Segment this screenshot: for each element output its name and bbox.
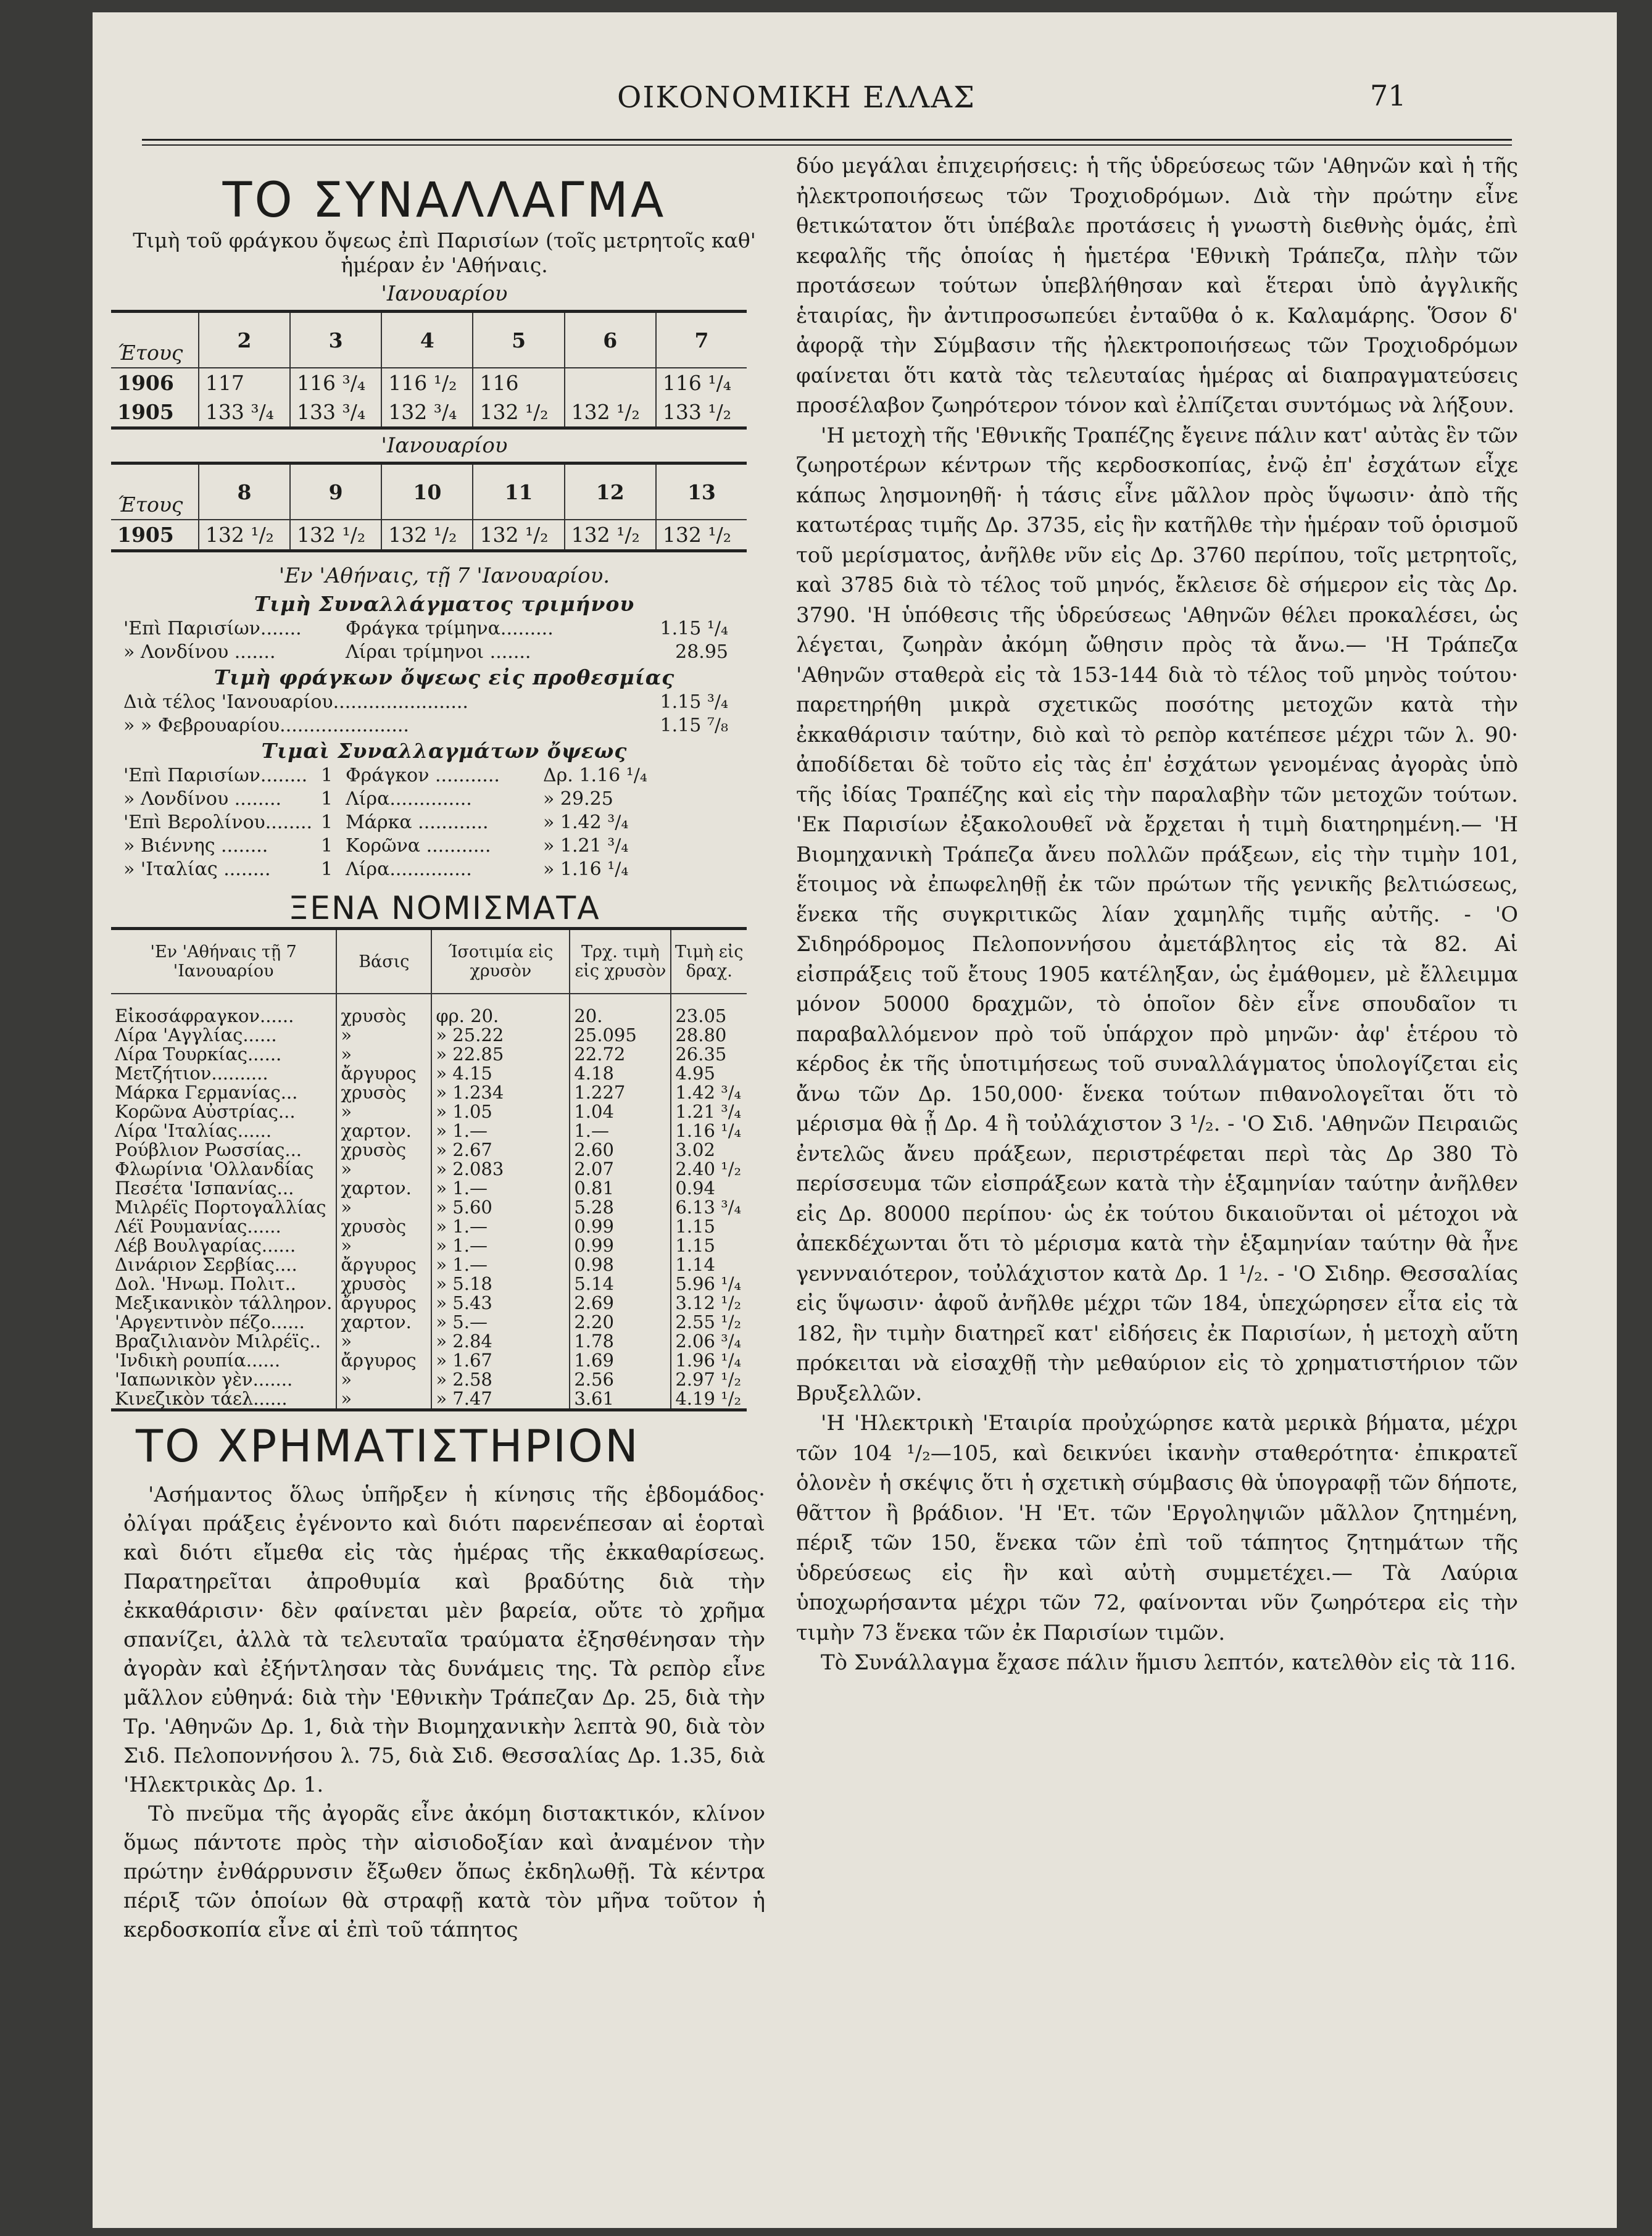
table-cell: 1.21 ³/₄ [671,1102,747,1121]
table-cell: » 7.47 [431,1389,570,1410]
table-row [111,1217,747,1236]
table-cell: 2.40 ¹/₂ [671,1160,747,1179]
list-item [123,691,765,714]
table-cell: 1.227 [570,1083,671,1102]
column-header: Τρχ. τιμὴ εἰς χρυσὸν [570,929,671,994]
row-value: » 1.42 ³/₄ [543,812,629,833]
table-cell: 2.20 [570,1313,671,1332]
month-label-2: 'Ιανουαρίου [381,433,508,458]
row-label: » Βιέννης ........ [123,835,268,857]
row-label: 'Επὶ Βερολίνου........ [123,812,313,833]
table-row [111,1236,747,1255]
section-title: Τιμὴ φράγκων ὄψεως εἰς προθεσμίας [214,665,675,689]
day-header: 2 [199,312,290,368]
day-header: 3 [290,312,381,368]
list-item [123,617,765,641]
row-value: » 1.21 ³/₄ [543,835,629,857]
table-cell: » [336,1102,431,1121]
row-label: 'Επὶ Παρισίων........ [123,765,308,786]
table-row [111,1351,747,1370]
table-cell: Λέϊ Ρουμανίας...... [115,1216,281,1237]
rates-table-1 [111,310,747,430]
row-label: Διὰ τέλος 'Ιανουαρίου....................... [123,691,468,713]
table-cell: Μάρκα Γερμανίας... [115,1082,298,1103]
table-cell: χρυσὸς [336,1141,431,1160]
rate-cell: 116 ³/₄ [290,368,381,397]
rate-cell: 132 ¹/₂ [381,520,473,551]
section-title: Τιμὴ Συναλλάγματος τριμήνου [254,592,635,616]
day-header: 9 [290,463,381,520]
table-cell: χρυσὸς [336,994,431,1026]
table-row [111,1141,747,1160]
table-cell: 5.28 [570,1198,671,1217]
table-cell: 1.— [570,1121,671,1141]
rate-cell: 117 [199,368,290,397]
table-cell: 'Αργεντινὸν πέζο...... [115,1311,305,1332]
table-cell: 0.99 [570,1217,671,1236]
row-instrument: Λίραι τρίμηνοι ....... [346,641,531,663]
table-cell: » [336,1045,431,1064]
table-cell: 1.42 ³/₄ [671,1083,747,1102]
table-cell: » 1.05 [431,1102,570,1121]
table-row [111,368,747,397]
rate-cell: 116 [473,368,564,397]
table-cell: 1.69 [570,1351,671,1370]
table-cell: » 22.85 [431,1045,570,1064]
table-cell: » 1.67 [431,1351,570,1370]
list-item [123,641,765,664]
table-row [111,1179,747,1198]
table-cell: » 1.— [431,1255,570,1274]
table-cell: 4.18 [570,1064,671,1083]
table-row [111,1332,747,1351]
table-cell: Πεσέτα 'Ισπανίας... [115,1178,294,1199]
table-row [111,1313,747,1332]
table-cell: » 5.60 [431,1198,570,1217]
table-cell: » 1.— [431,1236,570,1255]
row-value: » 29.25 [543,788,613,810]
foreign-coins-heading: ΞΕΝΑ ΝΟΜΙΣΜΑΤΑ [288,890,600,927]
list-item [123,714,765,738]
table-cell: 5.14 [570,1274,671,1294]
table-cell: 6.13 ³/₄ [671,1198,747,1217]
rates-table-2 [111,462,747,552]
table-row [111,397,747,428]
row-label: » Λονδίνου ....... [123,641,276,663]
table-row [111,1198,747,1217]
table-cell: » 2.58 [431,1370,570,1389]
right-column [796,151,1518,1678]
table-cell: 25.095 [570,1026,671,1045]
table-cell: 23.05 [671,994,747,1026]
rate-cell: 132 ¹/₂ [473,397,564,428]
table-cell: 3.02 [671,1141,747,1160]
header-rule [142,139,1512,146]
stock-exchange-heading: ΤΟ ΧΡΗΜΑΤΙΣΤΗΡΙΟΝ [136,1420,640,1472]
table-cell: 2.55 ¹/₂ [671,1313,747,1332]
running-header-title: ΟΙΚΟΝΟΜΙΚΗ ΕΛΛΑΣ [617,80,976,115]
year-cell: 1905 [117,400,174,424]
row-label: » Λονδίνου ........ [123,788,282,810]
day-header: 7 [656,312,747,368]
table-cell: 1.04 [570,1102,671,1121]
table-cell: 'Ινδικὴ ρουπία...... [115,1350,281,1371]
table-cell: 4.95 [671,1064,747,1083]
paragraph: Τὸ Συνάλλαγμα ἔχασε πάλιν ἥμισυ λεπτόν, κατελθὸν εἰς τὰ 116. [821,1650,1516,1675]
table-cell: » 2.083 [431,1160,570,1179]
row-unit: Λίρα.............. [346,788,472,810]
table-cell: » [336,1160,431,1179]
table-cell: » 1.— [431,1217,570,1236]
list-item [123,834,765,858]
table-cell: Λίρα 'Ιταλίας...... [115,1120,272,1141]
row-value: 1.15 ¹/₄ [660,618,728,639]
table-cell: 1.78 [570,1332,671,1351]
table-cell: ἄργυρος [336,1064,431,1083]
table-cell: ἄργυρος [336,1351,431,1370]
rate-cell: 132 ¹/₂ [290,520,381,551]
left-column [115,154,765,1945]
table-cell: Λίρα 'Αγγλίας...... [115,1024,277,1045]
table-cell: » [336,1332,431,1351]
table-row [111,994,747,1026]
document-page [93,12,1617,2228]
table-row [111,1045,747,1064]
section-title: Τιμαὶ Συναλλαγμάτων ὄψεως [261,739,628,763]
table-row [111,1160,747,1179]
table-cell: 0.99 [570,1236,671,1255]
table-cell: » 5.— [431,1313,570,1332]
table-cell: 1.15 [671,1217,747,1236]
table-cell: » 5.18 [431,1274,570,1294]
year-header: Έτους [117,493,183,517]
column-header: Βάσις [336,929,431,994]
table-row [111,1102,747,1121]
table-cell: » [336,1389,431,1410]
list-item [123,858,765,881]
table-cell: 2.97 ¹/₂ [671,1370,747,1389]
row-label: 'Επὶ Παρισίων....... [123,618,302,639]
table-cell: » 1.— [431,1179,570,1198]
table-cell: 2.06 ³/₄ [671,1332,747,1351]
table-cell: 22.72 [570,1045,671,1064]
table-cell: φρ. 20. [431,994,570,1026]
row-qty: 1 [321,835,333,857]
table-cell: » 1.— [431,1121,570,1141]
table-cell: 4.19 ¹/₂ [671,1389,747,1410]
paragraph: Τὸ πνεῦμα τῆς ἀγορᾶς εἶνε ἀκόμη διστακτικόν, κλίνον ὅμως πάντοτε πρὸς τὴν αἰσιοδοξίαν καὶ ἀναμένον τὴν πρώτην ἐνθάρρυνσιν ἔξωθεν ὅπως ἐκδηλωθῇ. Τὰ κέντρα πέριξ τῶν ὁποίων θὰ στραφῇ κατὰ τὸν μῆνα τοῦτον ἡ κερδοσκοπία εἶνε αἱ ἐπὶ τοῦ τάπητος [123,1802,765,1942]
table-row [111,1064,747,1083]
table-cell: Δολ. 'Ηνωμ. Πολιτ.. [115,1273,297,1294]
table-cell: » 5.43 [431,1294,570,1313]
article-left [123,1481,765,1945]
day-header: 4 [381,312,473,368]
year-cell: 1905 [117,523,174,547]
row-qty: 1 [321,858,333,880]
table-cell: 3.12 ¹/₂ [671,1294,747,1313]
table-row [111,1255,747,1274]
table-cell: » 2.84 [431,1332,570,1351]
rate-cell: 132 ¹/₂ [656,520,747,551]
paragraph: δύο μεγάλαι ἐπιχειρήσεις: ἡ τῆς ὑδρεύσεως τῶν 'Αθηνῶν καὶ ἡ τῆς ἠλεκτροποιήσεως τῶν Τροχιοδρόμων. Διὰ τὴν πρώτην εἶνε θετικώτατον ὅτι ὑπέβαλε προτάσεις ἡ γνωστὴ διεθνὴς ὁμάς, ἐπὶ κεφαλῆς τῆς ὁποίας ἡ ἡμετέρα 'Εθνικὴ Τράπεζα, πλὴν τῶν προτάσεων τούτων ὑπεβλήθησαν καὶ ἕτεραι ὑπὸ ἀγγλικῆς ἑταιρίας, ἣν ἀντιπροσωπεύει ἐνταῦθα ὁ κ. Καλαμάρης. Ὅσον δ' ἀφορᾷ τὴν Σύμβασιν τῆς ἠλεκτροποιήσεως τῶν Τροχιοδρόμων φαίνεται ὅτι κατὰ τὰς τελευταίας ἡμέρας αἱ διαπραγματεύσεις προσέλαβον ζωηρότερον τόνον καὶ ἐλπίζεται συντόμως νὰ λήξουν. [796,154,1518,418]
table-cell: » 25.22 [431,1026,570,1045]
table-cell: ἄργυρος [336,1294,431,1313]
table-cell: χρυσὸς [336,1217,431,1236]
table-cell: 2.69 [570,1294,671,1313]
rate-cell: 133 ¹/₂ [656,397,747,428]
table-row [111,1121,747,1141]
rate-cell: 132 ³/₄ [381,397,473,428]
table-cell: 2.07 [570,1160,671,1179]
year-cell: 1906 [117,371,174,395]
table-cell: Μιλρέϊς Πορτογαλλίας [115,1197,326,1218]
table-cell: 0.81 [570,1179,671,1198]
page-number: 71 [1370,79,1406,112]
exchange-heading: ΤΟ ΣΥΝΑΛΛΑΓΜΑ [222,173,666,228]
table-cell: Λέβ Βουλγαρίας...... [115,1235,296,1256]
table-cell: Φλωρίνια 'Ολλανδίας [115,1158,314,1179]
date-line: 'Εν 'Αθήναις, τῇ 7 'Ιανουαρίου. [278,563,610,588]
table-cell: 0.94 [671,1179,747,1198]
table-cell: » [336,1370,431,1389]
row-qty: 1 [321,812,333,833]
table-row [111,1274,747,1294]
rate-cell: 132 ¹/₂ [565,520,656,551]
rate-cell: 133 ³/₄ [290,397,381,428]
table-cell: 1.16 ¹/₄ [671,1121,747,1141]
table-cell: 20. [570,994,671,1026]
rate-cell: 132 ¹/₂ [565,397,656,428]
table-cell: » [336,1026,431,1045]
table-cell: Λίρα Τουρκίας...... [115,1044,282,1065]
day-header: 10 [381,463,473,520]
row-unit: Μάρκα ............ [346,812,489,833]
rate-cell: 116 ¹/₄ [656,368,747,397]
paragraph: 'Η 'Ηλεκτρικὴ 'Εταιρία προὐχώρησε κατὰ μερικὰ βήματα, μέχρι τῶν 104 ¹/₂—105, καὶ δεικνύει ἱκανὴν σταθερότητα· ἐπικρατεῖ ὁλονὲν ἡ σκέψις ὅτι ἡ σχετικὴ σύμβασις θὰ ὑπογραφῇ τῶν δήποτε, θᾶττον ἢ βράδιον. 'Η 'Ετ. τῶν 'Εργοληψιῶν μᾶλλον ζητημένη, πέριξ τῶν 150, ἕνεκα τῶν ἐπὶ τοῦ τάπητος ζητημάτων τῆς ὑδρεύσεως εἰς ἣν καὶ αὐτὴ συμμετέχει.— Τὰ Λαύρια ὑποχωρήσαντα μέχρι τῶν 72, φαίνονται νῦν ζωηρότερα εἰς τὴν τιμὴν 73 ἕνεκα τῶν ἐκ Παρισίων τιμῶν. [796,1411,1518,1645]
column-header: Τιμὴ εἰς δραχ. [671,929,747,994]
table-cell: Κορῶνα Αὐστρίας... [115,1101,296,1122]
row-value: » 1.16 ¹/₄ [543,858,629,880]
year-header: Έτους [117,341,183,365]
row-instrument: Φράγκα τρίμηνα......... [346,618,554,639]
table-row [111,520,747,551]
row-label: » 'Ιταλίας ........ [123,858,271,880]
table-cell: 26.35 [671,1045,747,1064]
table-cell: Βραζιλιανὸν Μιλρέϊς.. [115,1331,321,1352]
day-header: 13 [656,463,747,520]
row-unit: Φράγκον ........... [346,765,500,786]
row-label: » » Φεβρουαρίου...................... [123,715,409,736]
table-cell: » [336,1198,431,1217]
rate-cell: 132 ¹/₂ [199,520,290,551]
row-unit: Κορῶνα ........... [346,835,491,857]
day-header: 8 [199,463,290,520]
row-qty: 1 [321,765,333,786]
table-cell: » 2.67 [431,1141,570,1160]
list-item [123,788,765,811]
table-cell: 1.96 ¹/₄ [671,1351,747,1370]
table-cell: » 4.15 [431,1064,570,1083]
table-row [111,1083,747,1102]
table-row [111,1294,747,1313]
column-header: Ίσοτιμία εἰς χρυσὸν [431,929,570,994]
table-cell: Μεξικανικὸν τάλληρον. [115,1292,333,1313]
day-header: 11 [473,463,564,520]
table-cell: χαρτον. [336,1313,431,1332]
row-value: 28.95 [675,641,728,663]
row-value: 1.15 ³/₄ [660,691,728,713]
row-value: 1.15 ⁷/₈ [660,715,728,736]
day-header: 5 [473,312,564,368]
table-cell: » 1.234 [431,1083,570,1102]
table-row [111,1370,747,1389]
table-cell: 2.56 [570,1370,671,1389]
table-row [111,1026,747,1045]
row-value: Δρ. 1.16 ¹/₄ [543,765,647,786]
table-cell: 'Ιαπωνικὸν γὲν....... [115,1369,293,1390]
table-cell: χρυσὸς [336,1274,431,1294]
table-cell: Εἰκοσάφραγκον...... [115,1005,294,1026]
table-cell: Κινεζικὸν τάελ...... [115,1388,288,1409]
rate-cell [565,368,656,397]
table-cell: 0.98 [570,1255,671,1274]
foreign-coins-table [111,927,747,1411]
column-header: 'Εν 'Αθήναις τῇ 7 'Ιανουαρίου [150,942,297,981]
table-cell: 28.80 [671,1026,747,1045]
row-qty: 1 [321,788,333,810]
table-cell: Δινάριον Σερβίας.... [115,1254,297,1275]
day-header: 6 [565,312,656,368]
table-cell: χρυσὸς [336,1083,431,1102]
rate-cell: 132 ¹/₂ [473,520,564,551]
paragraph: 'Η μετοχὴ τῆς 'Εθνικῆς Τραπέζης ἔγεινε πάλιν κατ' αὐτὰς ἓν τῶν ζωηροτέρων κέντρων τῆς κερδοσκοπίας, ἐνῷ ἐπ' ἐσχάτων εἶχε κάπως λησμονηθῆ· ἡ τάσις εἶνε μᾶλλον πρὸς ὕψωσιν· ἀπὸ τῆς κατωτέρας τιμῆς Δρ. 3735, εἰς ἣν κατῆλθε τὴν ἡμέραν τοῦ ὁρισμοῦ τοῦ μερίσματος, ἀνῆλθε νῦν εἰς Δρ. 3760 περίπου, τοῖς μετρητοῖς, καὶ 3785 διὰ τὸ τέλος τοῦ μηνός, ἔκλεισε δὲ σήμερον εἰς τὰς Δρ. 3790. 'Η ὑπόθεσις τῆς ὑδρεύσεως 'Αθηνῶν θέλει προκαλέσει, ὡς λέγεται, ζωηρὰν ἀκόμη ὤθησιν πρὸς τὰ ἄνω.— 'Η Τράπεζα 'Αθηνῶν σταθερὰ εἰς τὰ 153-144 διὰ τὸ τέλος τοῦ μηνὸς τούτου· παρετηρήθη μικρὰ σχετικῶς ποσότης μετοχῶν κατὰ τὴν ἐκκαθάρισιν ταύτην, διὸ καὶ τὸ ρεπὸρ κατέπεσε μέχρι τῶν λ. 90· ἀποδίδεται δὲ τοῦτο εἰς τὰς ἐπ' ἐσχάτων γενομένας ἀγορὰς ὑπὸ τῆς ἰδίας Τραπέζης καὶ εἰς τὴν παραλαβὴν τῶν μετοχῶν τούτων. 'Εκ Παρισίων ἐξακολουθεῖ νὰ ἔρχεται ἡ τιμὴ διατηρημένη.— 'Η Βιομηχανικὴ Τράπεζα ἄνευ πολλῶν πράξεων, εἰς τὴν τιμὴν 101, ἕτοιμος νὰ ἐπωφεληθῇ ἐκ τῶν πρώτων τῆς γενικῆς βελτιώσεως, ἕνεκα τῆς συγκριτικῶς λίαν χαμηλῆς τιμῆς αὐτῆς. - 'Ο Σιδηρόδρομος Πελοποννήσου ἀμετάβλητος εἰς τὰ 82. Αἱ εἰσπράξεις τοῦ ἔτους 1905 κατέληξαν, ὡς ἐμάθομεν, μὲ ἔλλειμμα μόνον 50000 δραχμῶν, τὸ ὁποῖον δὲν εἶνε σπουδαῖον τι παραβαλλόμενον πρὸ τοῦ ὑπάρχον πρὸ μηνῶν· ἀφ' ἑτέρου τὸ κέρδος ἐκ τῆς ὑποτιμήσεως τοῦ συναλλάγματος ὑπολογίζεται εἰς ἄνω τῶν Δρ. 150,000· ἕνεκα τούτων πιθανολογεῖται ὅτι τὸ μέρισμα θὰ ᾖ Δρ. 4 ἢ τοὐλάχιστον 3 ¹/₂. - 'Ο Σιδ. 'Αθηνῶν Πειραιῶς ἐντελῶς ἄνευ πράξεων, περιστρέφεται περὶ τὰς Δρ 380 Τὸ περίσσευμα τῶν εἰσπράξεων κατὰ τὴν ἑξαμηνίαν ταύτην ἀνῆλθεν εἰς Δρ. 80000 περίπου· ὡς ἐκ τούτου δικαιοῦνται οἱ μέτοχοι νὰ ἀπεκδέχωνται ὅτι τὸ μέρισμα κατὰ τὴν ἑξαμηνίαν ταύτην θὰ ἦνε γεννναιότερον, τοὐλάχιστον κατὰ Δρ. 1 ¹/₂. - 'Ο Σιδηρ. Θεσσαλίας εἰς ὕψωσιν· ἀφοῦ ἀνῆλθε μέχρι τῶν 184, ὑπεχώρησεν εἶτα εἰς τὰ 182, ἣν τιμὴν διατηρεῖ κατ' εἰδήσεις ἐκ Παρισίων, ἡ μετοχὴ αὕτη πρόκειται νὰ εἰσαχθῇ τὴν μεθαύριον εἰς τὸ χρηματιστήριον τῶν Βρυξελλῶν. [796,423,1518,1406]
table-cell: 2.60 [570,1141,671,1160]
month-label-1: 'Ιανουαρίου [381,281,508,306]
table-row [111,1389,747,1410]
table-cell: χαρτον. [336,1121,431,1141]
day-header: 12 [565,463,656,520]
table-cell: Ρούβλιον Ρωσσίας... [115,1139,302,1160]
paragraph: 'Ασήμαντος ὅλως ὑπῆρξεν ἡ κίνησις τῆς ἑβδομάδος· ὀλίγαι πράξεις ἐγένοντο καὶ διότι παρενέπεσαν αἱ ἑορταὶ καὶ διότι εἴμεθα εἰς τὰς ἡμέρας τῆς ἐκκαθαρίσεως. Παρατηρεῖται ἀπροθυμία καὶ βραδύτης διὰ τὴν ἐκκαθάρισιν· δὲν φαίνεται μὲν βαρεία, οὔτε τὸ χρῆμα σπανίζει, ἀλλὰ τὰ τελευταῖα τραύματα ἐξησθένησαν τὴν ἀγορὰν καὶ ἐξήντλησαν τὰς δυνάμεις της. Τὰ ρεπὸρ εἶνε μᾶλλον εὐθηνά: διὰ τὴν 'Εθνικὴν Τράπεζαν Δρ. 25, διὰ τὴν Τρ. 'Αθηνῶν Δρ. 1, διὰ τὴν Βιομηχανικὴν λεπτὰ 90, διὰ τὸν Σιδ. Πελοποννήσου λ. 75, διὰ Σιδ. Θεσσαλίας Δρ. 1.35, διὰ 'Ηλεκτρικὰς Δρ. 1. [123,1482,765,1797]
table-cell: ἄργυρος [336,1255,431,1274]
rate-cell: 116 ¹/₂ [381,368,473,397]
rate-cell: 133 ³/₄ [199,397,290,428]
exchange-subtitle: Τιμὴ τοῦ φράγκου ὄψεως ἐπὶ Παρισίων (τοῖς μετρητοῖς καθ' ἡμέραν ἐν 'Αθήναις. [133,228,756,277]
table-cell: 5.96 ¹/₄ [671,1274,747,1294]
table-cell: χαρτον. [336,1179,431,1198]
table-cell: 3.61 [570,1389,671,1410]
table-cell: 1.14 [671,1255,747,1274]
table-cell: » [336,1236,431,1255]
list-item [123,764,765,788]
table-cell: 1.15 [671,1236,747,1255]
list-item [123,811,765,834]
row-unit: Λίρα.............. [346,858,472,880]
table-cell: Μετζήτιον.......... [115,1063,268,1084]
